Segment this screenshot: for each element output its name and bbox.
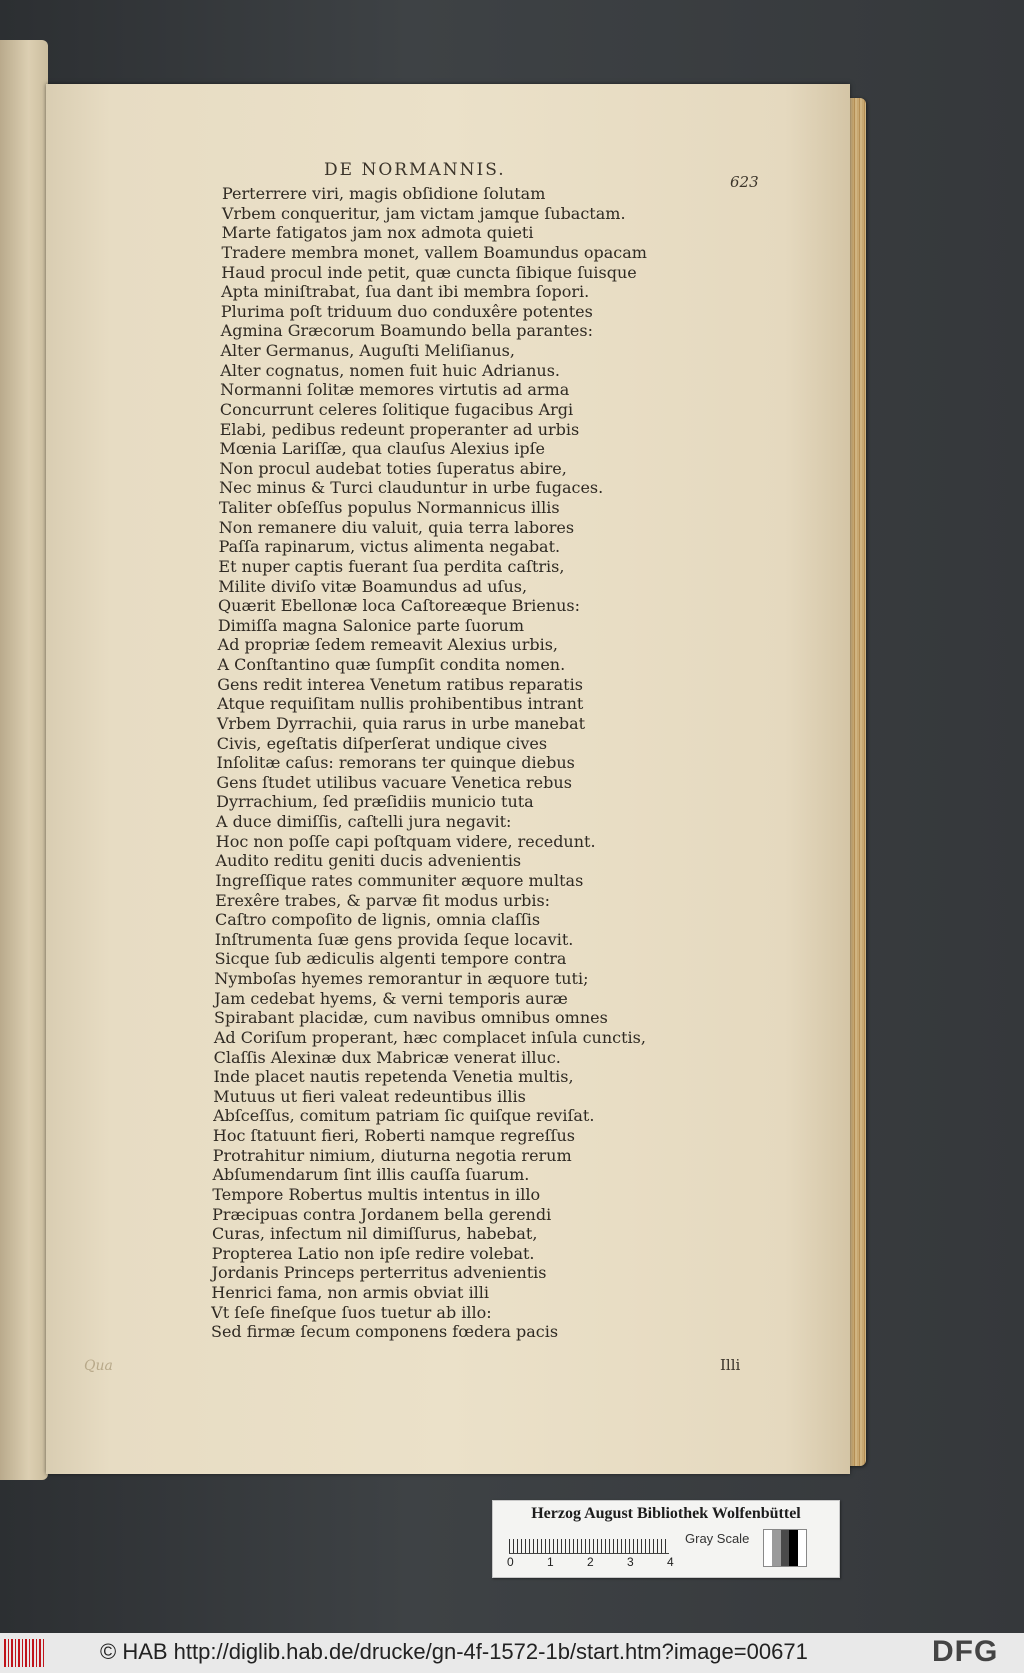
gray-scale-label: Gray Scale <box>685 1531 750 1546</box>
library-name: Herzog August Bibliothek Wolfenbüttel <box>531 1505 801 1522</box>
text-line: Haud procul inde petit, quæ cuncta ſibique ſuisque <box>221 262 637 282</box>
text-line: Paſſa rapinarum, victus alimenta negabat. <box>218 537 561 557</box>
text-line: Taliter obſeſſus populus Normannicus illis <box>218 498 560 517</box>
text-line: Non remanere diu valuit, quia terra labores <box>218 517 575 537</box>
text-line: Abſumendarum ſint illis cauſſa ſuarum. <box>212 1165 530 1185</box>
ruler-label: 1 <box>547 1555 554 1569</box>
text-line: Mœnia Lariſſæ, qua clauſus Alexius ipſe <box>219 439 546 459</box>
text-line: Vrbem conqueritur, jam victam jamque ſubactam. <box>221 203 626 223</box>
gray-swatch <box>772 1530 780 1566</box>
text-line: Audito reditu geniti ducis advenientis <box>215 851 522 871</box>
text-line: Ingreſſique rates communiter æquore multas <box>215 870 584 890</box>
text-line: Claſſis Alexinæ dux Mabricæ venerat illuc. <box>213 1047 561 1067</box>
text-line: Tradere membra monet, vallem Boamundus opacam <box>221 242 647 262</box>
text-line: Elabi, pedibus redeunt properanter ad urbis <box>219 419 580 439</box>
footer-bar <box>0 1633 1024 1673</box>
show-through-text: Qua <box>84 1358 113 1374</box>
color-reference-card <box>492 1500 840 1578</box>
hab-barcode-icon <box>4 1639 46 1667</box>
verse-text-block <box>210 184 647 1342</box>
text-line: Tempore Robertus multis intentus in illo <box>212 1184 541 1204</box>
text-line: Dyrrachium, ſed præſidiis municio tuta <box>216 792 534 812</box>
text-line: Hoc non poſſe capi poſtquam videre, recedunt. <box>215 831 596 851</box>
text-line: Mutuus ut fieri valeat redeuntibus illis <box>213 1086 526 1106</box>
ruler-label: 0 <box>507 1555 514 1569</box>
text-line: Ad propriæ ſedem remeavit Alexius urbis, <box>217 635 558 655</box>
text-line: Curas, infectum nil dimiſſurus, habebat, <box>211 1224 538 1244</box>
source-url[interactable]: © HAB http://diglib.hab.de/drucke/gn-4f-1572-1b/start.htm?image=00671 <box>100 1639 808 1664</box>
text-line: Ad Coriſum properant, hæc complacet inſula cunctis, <box>213 1027 646 1047</box>
text-line: Apta miniſtrabat, ſua dant ibi membra ſopori. <box>221 282 590 302</box>
text-line: Plurima poſt triduum duo conduxêre potentes <box>220 301 593 321</box>
text-line: Hoc ſtatuunt fieri, Roberti namque regreſſus <box>212 1126 575 1145</box>
catchword: Illi <box>720 1356 741 1374</box>
text-line: Jordanis Princeps perterritus advenientis <box>211 1263 547 1283</box>
text-line: Perterrere viri, magis obſidione ſolutam <box>222 184 546 203</box>
running-head: DE NORMANNIS. <box>324 160 506 180</box>
text-line: Gens redit interea Venetum ratibus reparatis <box>217 674 583 694</box>
ruler-label: 4 <box>667 1555 674 1569</box>
text-line: Atque requiſitam nullis prohibentibus intrant <box>217 694 584 714</box>
text-line: Propterea Latio non ipſe redire volebat. <box>211 1243 535 1263</box>
text-line: Alter cognatus, nomen fuit huic Adrianus. <box>220 360 561 380</box>
gray-swatch <box>789 1530 797 1566</box>
text-line: Normanni ſolitæ memores virtutis ad arma <box>220 380 570 400</box>
text-line: Vt ſeſe fineſque ſuos tuetur ab illo: <box>211 1302 492 1322</box>
previous-page-edge <box>0 40 48 1480</box>
text-line: Sicque ſub ædiculis algenti tempore contra <box>214 949 567 969</box>
page-number: 623 <box>730 173 759 191</box>
text-line: A duce dimiſſis, caſtelli jura negavit: <box>215 812 512 831</box>
gray-swatch-strip <box>763 1529 807 1567</box>
scale-ruler <box>509 1529 669 1554</box>
text-line: Vrbem Dyrrachii, quia rarus in urbe manebat <box>216 713 586 733</box>
text-line: A Conſtantino quæ ſumpſit condita nomen. <box>217 655 566 674</box>
text-line: Concurrunt celeres ſolitique fugacibus Argi <box>219 399 574 419</box>
text-line: Et nuper captis fuerant ſua perdita caſtris, <box>218 556 565 576</box>
text-line: Caſtro compoſito de lignis, omnia claſſis <box>214 910 541 930</box>
ruler-label: 3 <box>627 1555 634 1569</box>
text-line: Non procul audebat toties ſuperatus abire, <box>219 458 567 478</box>
text-line: Abſceſſus, comitum patriam ſic quiſque reviſat. <box>213 1106 595 1126</box>
dfg-logo: DFG <box>932 1635 999 1668</box>
gray-swatch <box>798 1530 806 1566</box>
text-line: Gens ſtudet utilibus vacuare Venetica rebus <box>216 772 572 792</box>
gray-swatch <box>781 1530 789 1566</box>
text-line: Quærit Ebellonæ loca Caſtoreæque Brienus: <box>218 596 581 616</box>
text-line: Sed firmæ ſecum componens fœdera pacis <box>210 1322 559 1342</box>
text-line: Marte fatigatos jam nox admota quieti <box>221 223 534 243</box>
text-line: Jam cedebat hyems, & verni temporis auræ <box>214 988 568 1008</box>
text-line: Milite diviſo vitæ Boamundus ad uſus, <box>218 576 528 596</box>
text-line: Erexêre trabes, & parvæ fit modus urbis: <box>215 890 551 910</box>
text-line: Henrici fama, non armis obviat illi <box>211 1283 490 1302</box>
text-line: Agmina Græcorum Boamundo bella parantes: <box>220 321 593 341</box>
text-line: Præcipuas contra Jordanem bella gerendi <box>212 1204 552 1224</box>
text-line: Civis, egeſtatis diſperſerat undique cives <box>216 733 548 753</box>
text-line: Alter Germanus, Auguſti Meliſianus, <box>220 341 515 360</box>
gray-swatch <box>764 1530 772 1566</box>
ruler-label: 2 <box>587 1555 594 1569</box>
text-line: Spirabant placidæ, cum navibus omnibus omnes <box>214 1008 608 1028</box>
text-line: Inde placet nautis repetenda Venetia multis, <box>213 1067 574 1087</box>
text-line: Inſolitæ caſus: remorans ter quinque diebus <box>216 753 575 773</box>
text-line: Nec minus & Turci clauduntur in urbe fugaces. <box>219 478 604 498</box>
text-line: Nymboſas hyemes remorantur in æquore tuti; <box>214 969 589 988</box>
text-line: Inſtrumenta ſuæ gens provida ſeque locavit. <box>214 929 574 949</box>
text-line: Protrahitur nimium, diuturna negotia rerum <box>212 1145 572 1165</box>
text-line: Dimiſſa magna Salonice parte ſuorum <box>217 615 524 635</box>
